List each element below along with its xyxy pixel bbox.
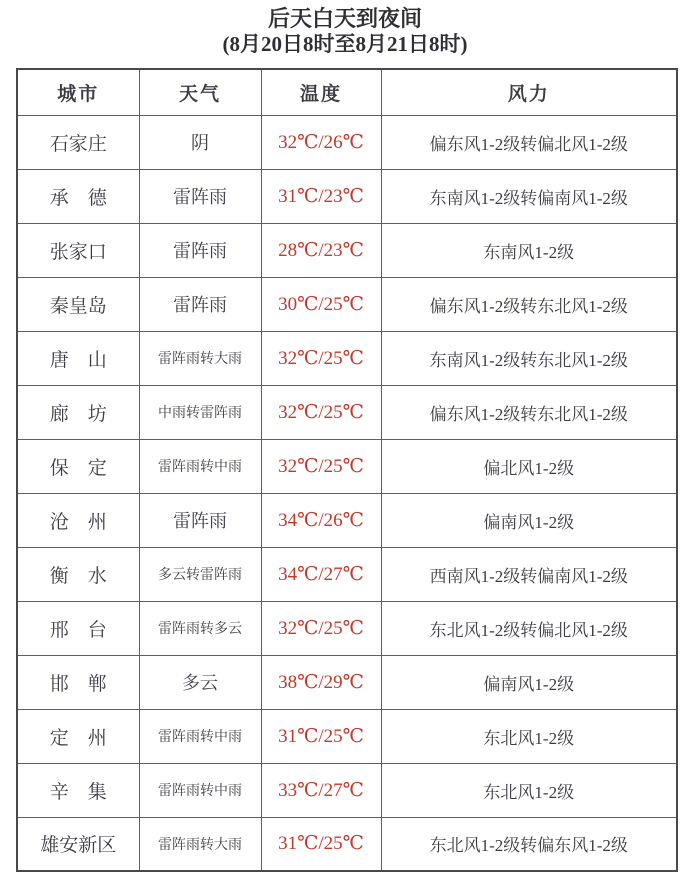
weather-cell: 雷阵雨	[139, 277, 261, 331]
wind-cell: 偏南风1-2级	[381, 655, 677, 709]
wind-cell: 偏东风1-2级转东北风1-2级	[381, 385, 677, 439]
city-cell: 张家口	[17, 223, 139, 277]
city-cell: 秦皇岛	[17, 277, 139, 331]
table-row	[17, 817, 677, 871]
table-row	[17, 223, 677, 277]
temperature-cell: 28℃/23℃	[261, 223, 381, 277]
table-row	[17, 493, 677, 547]
temperature-cell: 32℃/25℃	[261, 331, 381, 385]
city-cell: 邯 郸	[17, 655, 139, 709]
table-row	[17, 763, 677, 817]
city-cell: 承 德	[17, 169, 139, 223]
wind-cell: 偏东风1-2级转偏北风1-2级	[381, 115, 677, 169]
weather-cell: 中雨转雷阵雨	[139, 385, 261, 439]
weather-cell: 阴	[139, 115, 261, 169]
city-cell: 沧 州	[17, 493, 139, 547]
column-header-city: 城市	[17, 69, 139, 115]
city-cell: 衡 水	[17, 547, 139, 601]
wind-cell: 偏南风1-2级	[381, 493, 677, 547]
temperature-cell: 34℃/26℃	[261, 493, 381, 547]
temperature-cell: 34℃/27℃	[261, 547, 381, 601]
city-cell: 定 州	[17, 709, 139, 763]
weather-cell: 雷阵雨转中雨	[139, 439, 261, 493]
wind-cell: 偏东风1-2级转东北风1-2级	[381, 277, 677, 331]
temperature-cell: 31℃/25℃	[261, 709, 381, 763]
wind-cell: 西南风1-2级转偏南风1-2级	[381, 547, 677, 601]
wind-cell: 东南风1-2级转偏南风1-2级	[381, 169, 677, 223]
city-cell: 邢 台	[17, 601, 139, 655]
temperature-cell: 32℃/26℃	[261, 115, 381, 169]
wind-cell: 东南风1-2级	[381, 223, 677, 277]
weather-table	[16, 68, 678, 872]
column-header-wind: 风力	[381, 69, 677, 115]
column-header-weather: 天气	[139, 69, 261, 115]
weather-cell: 雷阵雨转多云	[139, 601, 261, 655]
weather-cell: 多云	[139, 655, 261, 709]
table-row	[17, 547, 677, 601]
wind-cell: 东北风1-2级	[381, 709, 677, 763]
weather-cell: 雷阵雨转大雨	[139, 817, 261, 871]
wind-cell: 东北风1-2级	[381, 763, 677, 817]
weather-cell: 雷阵雨转大雨	[139, 331, 261, 385]
table-row	[17, 601, 677, 655]
page-subtitle: (8月20日8时至8月21日8时)	[222, 32, 468, 56]
weather-table-body	[17, 115, 677, 871]
wind-cell: 东北风1-2级转偏北风1-2级	[381, 601, 677, 655]
city-cell: 保 定	[17, 439, 139, 493]
table-row	[17, 115, 677, 169]
weather-cell: 雷阵雨	[139, 493, 261, 547]
page-title: 后天白天到夜间	[267, 6, 422, 31]
table-row	[17, 169, 677, 223]
temperature-cell: 32℃/25℃	[261, 601, 381, 655]
table-row	[17, 331, 677, 385]
table-row	[17, 655, 677, 709]
city-cell: 唐 山	[17, 331, 139, 385]
temperature-cell: 32℃/25℃	[261, 439, 381, 493]
column-header-temperature: 温度	[261, 69, 381, 115]
table-row	[17, 439, 677, 493]
table-header-row	[17, 69, 677, 115]
weather-cell: 多云转雷阵雨	[139, 547, 261, 601]
wind-cell: 东南风1-2级转东北风1-2级	[381, 331, 677, 385]
temperature-cell: 38℃/29℃	[261, 655, 381, 709]
temperature-cell: 33℃/27℃	[261, 763, 381, 817]
table-row	[17, 709, 677, 763]
weather-cell: 雷阵雨转中雨	[139, 763, 261, 817]
wind-cell: 东北风1-2级转偏东风1-2级	[381, 817, 677, 871]
city-cell: 雄安新区	[17, 817, 139, 871]
city-cell: 辛 集	[17, 763, 139, 817]
weather-cell: 雷阵雨转中雨	[139, 709, 261, 763]
city-cell: 廊 坊	[17, 385, 139, 439]
temperature-cell: 31℃/25℃	[261, 817, 381, 871]
weather-cell: 雷阵雨	[139, 169, 261, 223]
table-row	[17, 385, 677, 439]
temperature-cell: 32℃/25℃	[261, 385, 381, 439]
weather-cell: 雷阵雨	[139, 223, 261, 277]
temperature-cell: 31℃/23℃	[261, 169, 381, 223]
table-row	[17, 277, 677, 331]
wind-cell: 偏北风1-2级	[381, 439, 677, 493]
city-cell: 石家庄	[17, 115, 139, 169]
temperature-cell: 30℃/25℃	[261, 277, 381, 331]
